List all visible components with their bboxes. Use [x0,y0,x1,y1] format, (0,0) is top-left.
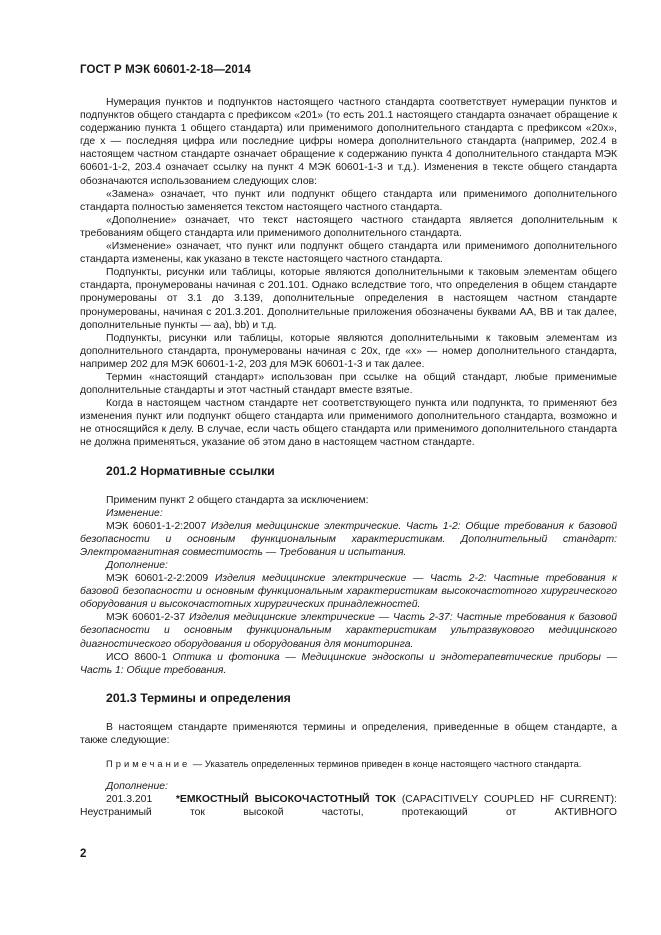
intro-paragraph: Когда в настоящем частном стандарте нет соответствующего пункта или подпункта, то применяют без изменения пункт или подпункт общего стандарта или применимого дополнительного стандарта, возможно и не относящийся к делу. В случае, если часть общего стандарта или применимого дополнительного стандарта не должна применяться, указание об этом дано в настоящем частном стандарте. [80,398,617,449]
reference-code: МЭК 60601-1-2:2007 [106,520,211,532]
reference-item [80,572,617,611]
reference-item [80,651,617,677]
change-label: Изменение: [106,507,163,519]
term-number: 201.3.201 [106,794,153,806]
reference-item [80,611,617,650]
addition-label: Дополнение: [106,560,168,571]
section-heading-terms-definitions: 201.3 Термины и определения [106,690,291,705]
reference-title: Изделия медицинские электрические — Часть 2-2: Частные требования к базовой безопасности и основным функциональным характеристикам высокочастотного хирургического оборудования и высокочастотных хирургических принадлежностей. [80,573,617,611]
reference-title: Изделия медицинские электрические — Часть 2-37: Частные требования к базовой безопасности и основным функциональным характеристикам ультразвукового медицинского диагностического оборудования и оборудования для мониторинга. [80,612,617,650]
reference-item [80,520,617,559]
reference-code: МЭК 60601-2-2:2009 [106,573,215,585]
reference-title: Изделия медицинские электрические. Часть 1-2: Общие требования к базовой безопасности и основным функциональным характеристикам. Дополнительный стандарт: Электромагнитная совместимость — Требования и испытания. [80,520,617,558]
intro-paragraph: «Изменение» означает, что пункт или подпункт общего стандарта или применимого дополнительного стандарта изменены, как указано в тексте настоящего частного стандарта. [80,241,617,266]
reference-code: ИСО 8600-1 [106,651,173,663]
term-name: *ЕМКОСТНЫЙ ВЫСОКОЧАСТОТНЫЙ ТОК [175,794,396,806]
reference-code: МЭК 60601-2-37 [106,612,189,624]
intro-paragraph: Термин «настоящий стандарт» использован при ссылке на общий стандарт, любые применимые дополнительные стандарты и этот частный стандарт вместе взятые. [80,371,617,397]
intro-paragraph: Подпункты, рисунки или таблицы, которые являются дополнительными к таковым элементам из дополнительного стандарта, пронумерованы начиная с 20х, где «х» — номер дополнительного стандарта, например 202 для МЭК 60601-1-2, 203 для МЭК 60601-1-3 и так далее. [80,332,617,370]
intro-paragraph: «Дополнение» означает, что текст настоящего частного стандарта является дополнительным к требованиям общего стандарта или применимого дополнительного стандарта. [80,214,617,239]
reference-title: Оптика и фотоника — Медицинские эндоскопы и эндотерапевтические приборы — Часть 1: Общие требования. [80,651,617,676]
intro-paragraph: Нумерация пунктов и подпунктов настоящего частного стандарта соответствует нумерации пунктов и подпунктов общего стандарта с префиксом «201» (то есть 201.1 настоящего стандарта означает обращение к содержанию пункта 1 общего стандарта) или применимого дополнительного стандарта с префиксом «20х», где х — последняя цифра или последние цифры номера дополнительного стандарта (например, 202.4 в настоящем частном стандарте означает обращение к содержанию пункта 4 дополнительного стандарта МЭК 60601-1-2, 203.4 означает ссылку на пункт 4 МЭК 60601-1-3 и т.д.). Изменения в тексте общего стандарта обозначаются использованием следующих слов: [80,97,617,187]
term-definition-text: Неустранимый ток высокой частоты, протекающий от АКТИВНОГО [80,807,617,819]
note-text: — Указатель определенных терминов приведен в конце настоящего частного стандарта. [190,758,582,770]
term-definition [80,793,617,819]
addition-label: Дополнение: [106,781,168,793]
section-lead: В настоящем стандарте применяются термины и определения, приведенные в общем стандарте, а также следующие: [80,721,617,746]
note-paragraph [80,757,617,770]
intro-paragraph: «Замена» означает, что пункт или подпункт общего стандарта или применимого дополнительного стандарта полностью заменяется текстом настоящего частного стандарта. [80,188,617,213]
section-heading-normative-references: 201.2 Нормативные ссылки [106,463,275,478]
note-label: Примечание [106,758,191,770]
document-body [80,96,617,819]
term-english: (CAPACITIVELY COUPLED HF CURRENT): [395,794,617,806]
intro-paragraph: Подпункты, рисунки или таблицы, которые являются дополнительными к таковым элементам общего стандарта, пронумерованы начиная с 201.101. Однако вследствие того, что определения в общем стандарте пронумерованы от 3.1 до 3.139, дополнительные определения в настоящем частном стандарте пронумерованы, начиная с 201.3.201. Дополнительные приложения обозначены буквами АА, ВВ и так далее, дополнительные пункты — аа), bb) и т.д. [80,267,617,331]
document-header: ГОСТ Р МЭК 60601-2-18—2014 [80,64,251,76]
section-lead: Применим пункт 2 общего стандарта за исключением: [106,494,369,506]
page-number: 2 [80,848,87,860]
